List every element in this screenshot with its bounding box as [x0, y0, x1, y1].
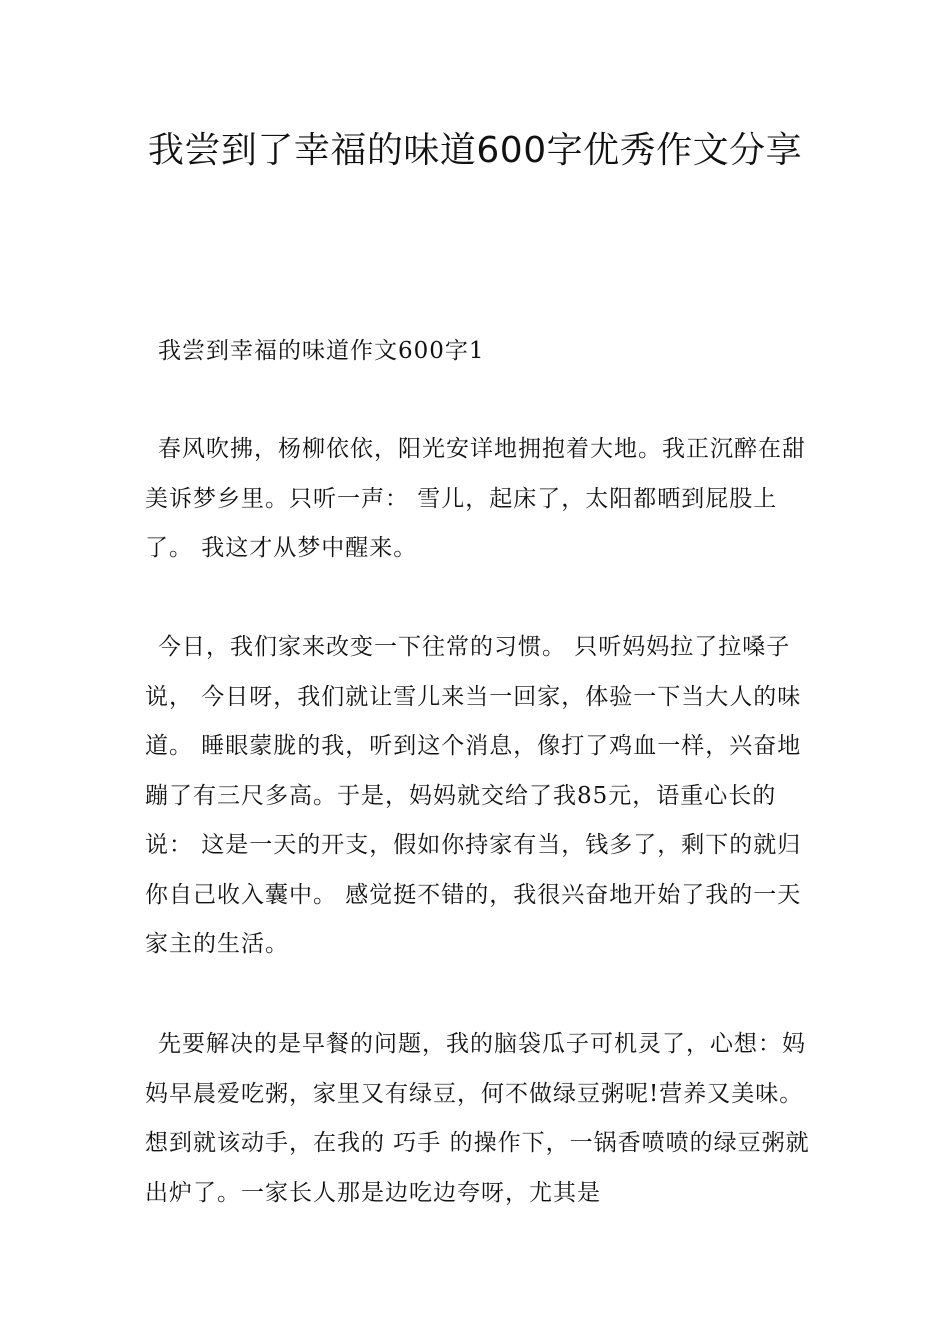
paragraph-3: 先要解决的是早餐的问题，我的脑袋瓜子可机灵了，心想：妈妈早晨爱吃粥，家里又有绿豆，何不做绿豆粥呢!营养又美味。想到就该动手，在我的 巧手 的操作下，一锅香喷喷的绿豆粥就出炉了。一家长人那是边吃边夸呀，尤其是: [145, 1031, 810, 1206]
essay-subtitle: 我尝到幸福的味道作文600字1: [158, 338, 485, 364]
paragraph-1: 春风吹拂，杨柳依依，阳光安详地拥抱着大地。我正沉醉在甜美诉梦乡里。只听一声： 雪儿，起床了，太阳都晒到屁股上了。 我这才从梦中醒来。: [145, 436, 806, 561]
paragraph-2: 今日，我们家来改变一下往常的习惯。 只听妈妈拉了拉嗓子说， 今日呀，我们就让雪儿来当一回家，体验一下当大人的味道。 睡眼蒙胧的我，听到这个消息，像打了鸡血一样，兴奋地蹦了有三尺多高。于是，妈妈就交给了我85元，语重心长的说： 这是一天的开支，假如你持家有当，钱多了，剩下的就归你自己收入囊中。 感觉挺不错的，我很兴奋地开始了我的一天家主的生活。: [145, 634, 802, 957]
page-title: 我尝到了幸福的味道600字优秀作文分享: [147, 130, 803, 171]
